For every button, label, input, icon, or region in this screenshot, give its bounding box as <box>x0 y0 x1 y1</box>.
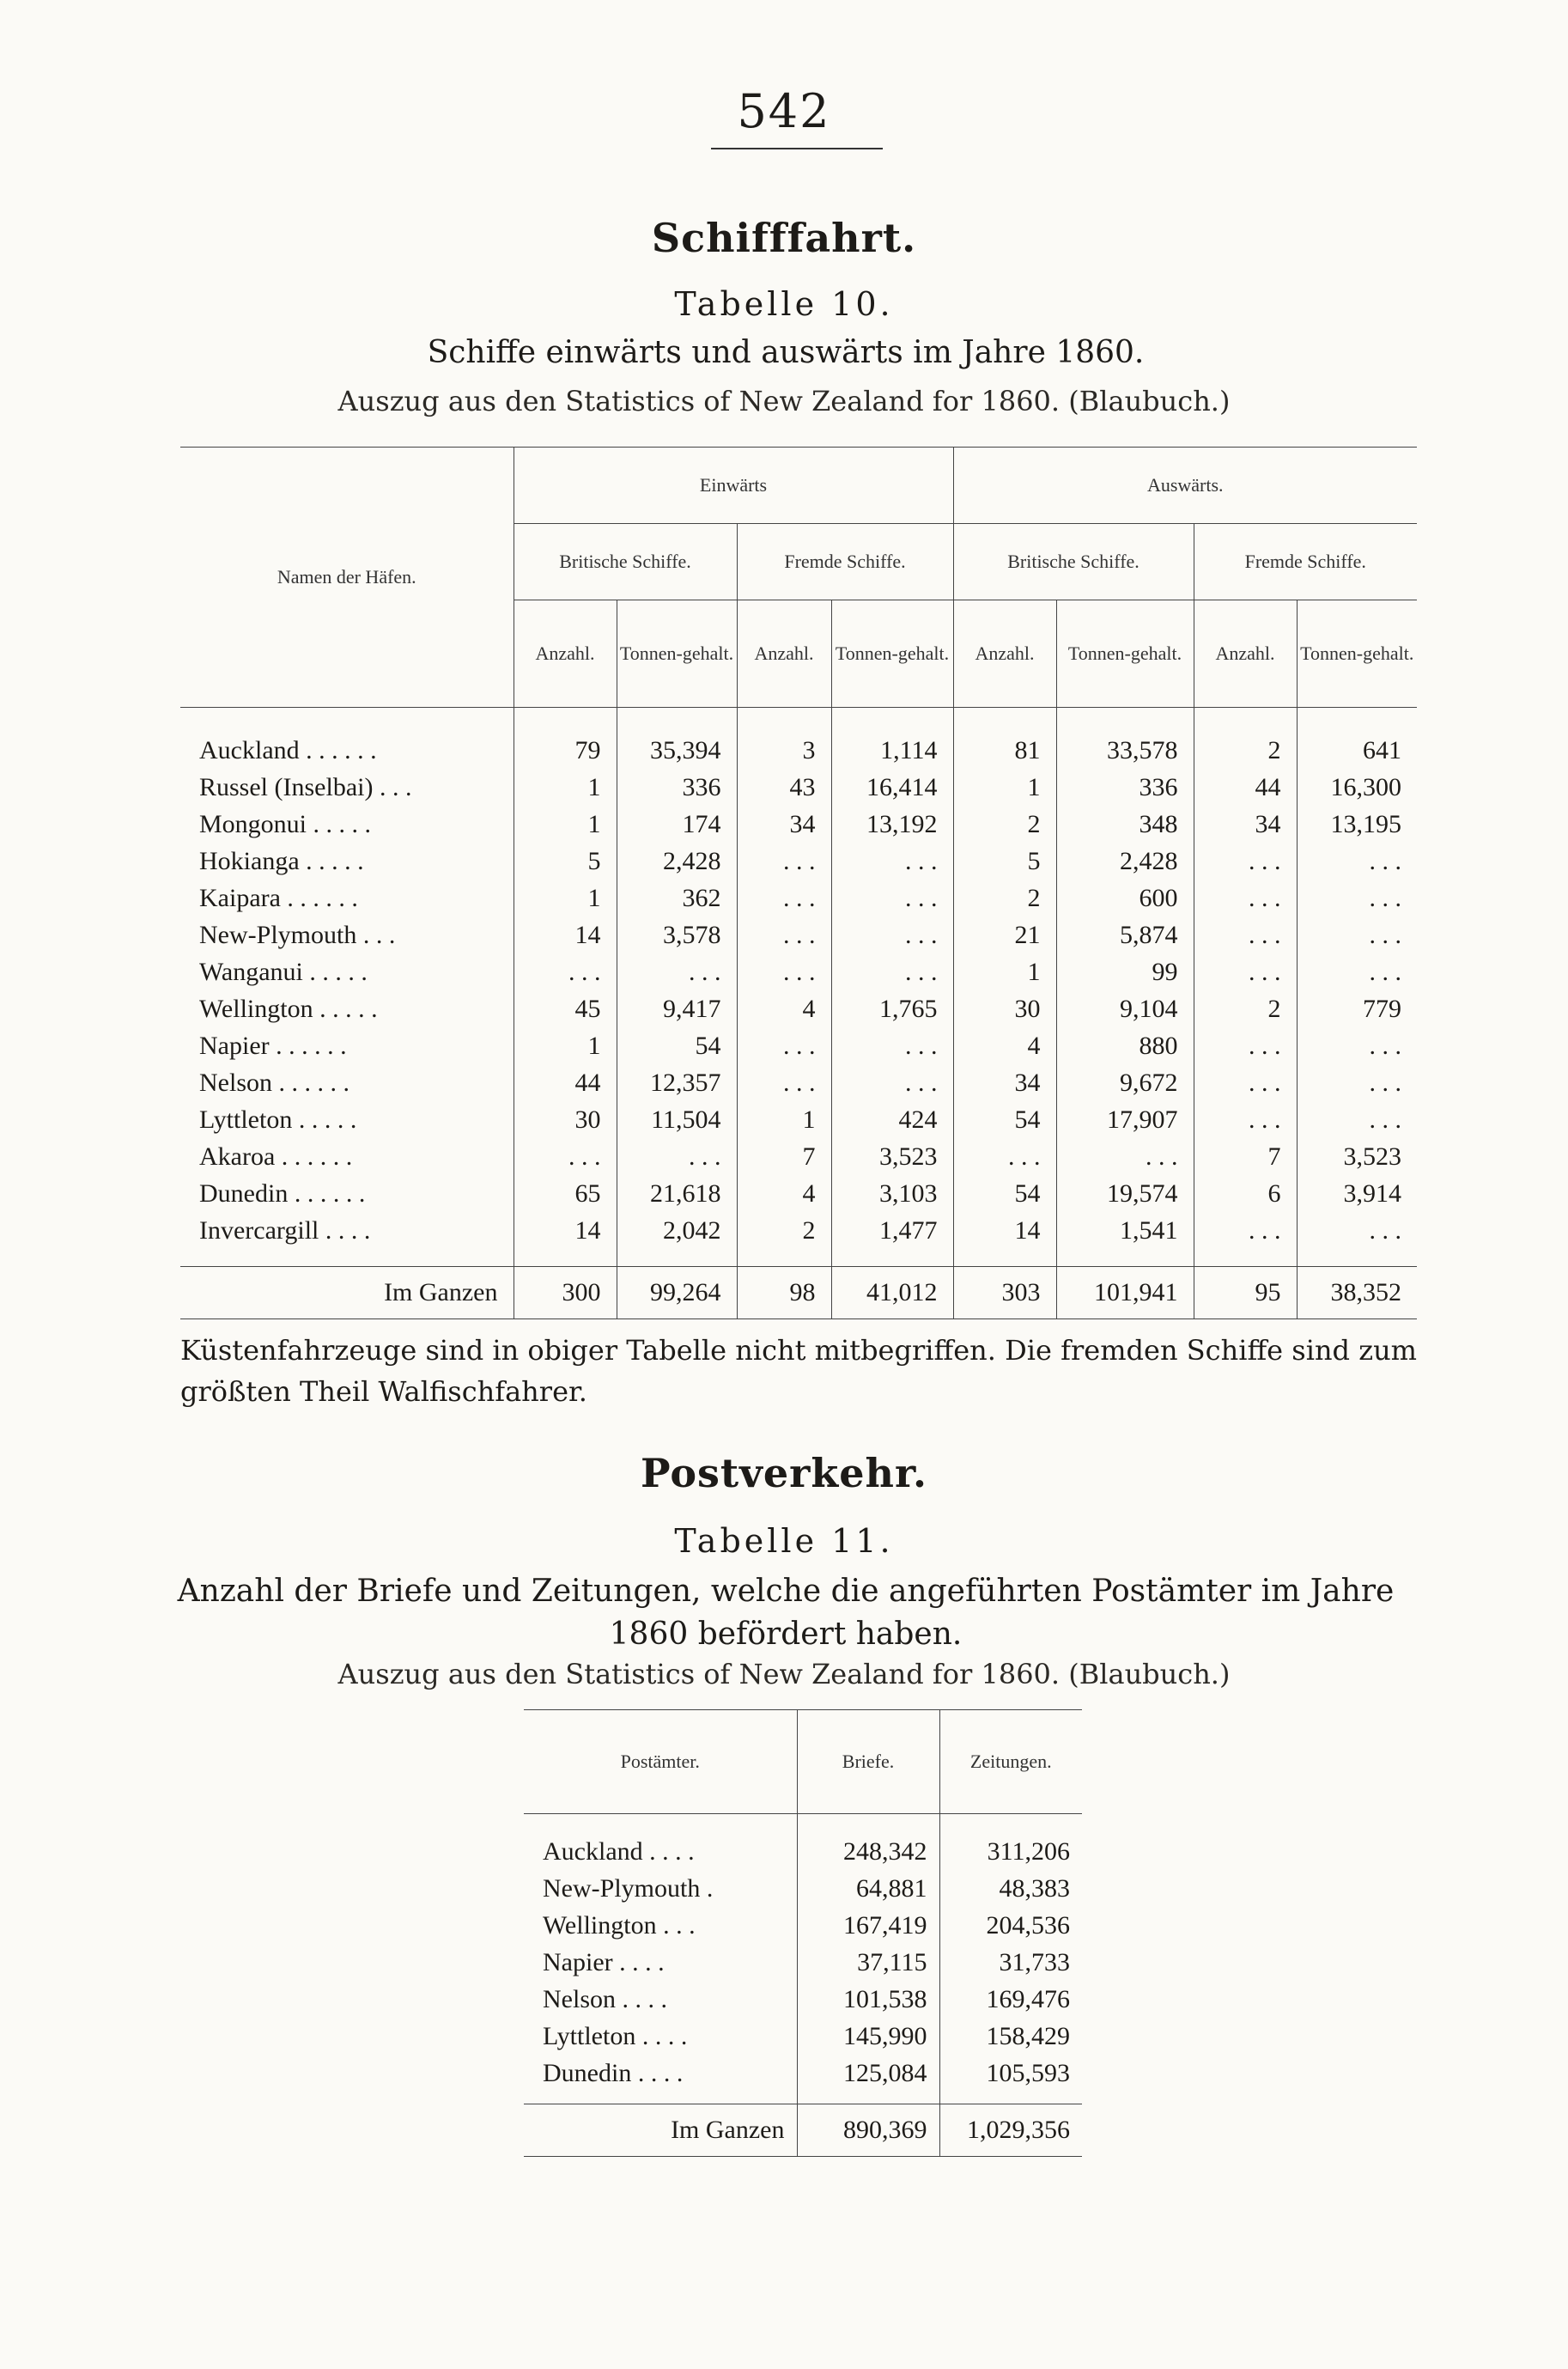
table-cell: 3,914 <box>1297 1175 1417 1212</box>
table-cell: . . . <box>1297 917 1417 953</box>
table-cell: 34 <box>737 806 831 843</box>
section-heading-postal: Postverkehr. <box>640 1450 928 1496</box>
table-row <box>524 1907 1082 1944</box>
table-cell: 424 <box>831 1101 953 1138</box>
header-count: Anzahl. <box>737 600 831 708</box>
table-cell: 1 <box>737 1101 831 1138</box>
table-cell: 64,881 <box>797 1870 939 1907</box>
table-cell: 11,504 <box>617 1101 737 1138</box>
table-cell: 54 <box>953 1101 1056 1138</box>
table-cell: 174 <box>617 806 737 843</box>
table-row <box>180 843 1417 880</box>
office-name: New-Plymouth . <box>543 1873 714 1903</box>
port-name: Wellington . . . . . <box>199 994 378 1023</box>
table-cell: 336 <box>1056 769 1194 806</box>
table-row <box>180 1212 1417 1267</box>
header-outward-foreign: Fremde Schiffe. <box>1194 524 1417 600</box>
table-row <box>180 708 1417 770</box>
table-cell: . . . <box>737 953 831 990</box>
postal-table-body <box>524 1814 1082 2104</box>
table-cell: 9,672 <box>1056 1064 1194 1101</box>
table-cell: 1 <box>953 953 1056 990</box>
port-name: Nelson . . . . . . <box>199 1068 349 1097</box>
port-name: Russel (Inselbai) . . . <box>199 772 412 801</box>
table-cell: . . . <box>514 1138 617 1175</box>
table-cell: 3,103 <box>831 1175 953 1212</box>
table-cell: 2,428 <box>617 843 737 880</box>
header-outward-british: Britische Schiffe. <box>953 524 1194 600</box>
header-tonnage: Tonnen-gehalt. <box>831 600 953 708</box>
table-cell: . . . <box>514 953 617 990</box>
page-number-rule <box>711 148 883 149</box>
table-row <box>524 1981 1082 2018</box>
table-row <box>180 1101 1417 1138</box>
table-cell: 48,383 <box>939 1870 1082 1907</box>
table-11-label: Tabelle 11. <box>674 1522 894 1560</box>
table-cell: 2 <box>737 1212 831 1267</box>
table-cell: . . . <box>617 953 737 990</box>
office-name: Nelson . . . . <box>543 1984 667 2013</box>
port-name: Invercargill . . . . <box>199 1215 371 1245</box>
table-cell: 348 <box>1056 806 1194 843</box>
total-cell: 1,029,356 <box>939 2104 1082 2157</box>
office-name: Wellington . . . <box>543 1910 696 1940</box>
port-name: Dunedin . . . . . . <box>199 1178 366 1208</box>
table-cell: 81 <box>953 708 1056 770</box>
table-cell: . . . <box>1194 1212 1297 1267</box>
table-row <box>524 2018 1082 2055</box>
total-cell: 95 <box>1194 1267 1297 1319</box>
table-cell: . . . <box>1297 1101 1417 1138</box>
table-cell: 65 <box>514 1175 617 1212</box>
page-number: 542 <box>737 84 831 138</box>
table-cell: 3,578 <box>617 917 737 953</box>
table-cell: 16,414 <box>831 769 953 806</box>
table-row <box>524 1870 1082 1907</box>
table-cell: 30 <box>514 1101 617 1138</box>
table-cell: 169,476 <box>939 1981 1082 2018</box>
table-cell: 12,357 <box>617 1064 737 1101</box>
table-row <box>524 2055 1082 2104</box>
table-cell: 37,115 <box>797 1944 939 1981</box>
table-cell: . . . <box>1194 1027 1297 1064</box>
postal-table <box>524 1709 1082 2157</box>
header-count: Anzahl. <box>514 600 617 708</box>
table-row <box>180 880 1417 917</box>
total-cell: 99,264 <box>617 1267 737 1319</box>
office-name: Lyttleton . . . . <box>543 2021 688 2050</box>
port-name: New-Plymouth . . . <box>199 920 396 949</box>
total-cell: 38,352 <box>1297 1267 1417 1319</box>
table-cell: 105,593 <box>939 2055 1082 2104</box>
table-cell: 5 <box>953 843 1056 880</box>
table-cell: 125,084 <box>797 2055 939 2104</box>
table-cell: 1 <box>514 806 617 843</box>
table-cell: 2 <box>953 880 1056 917</box>
table-row <box>180 806 1417 843</box>
table-cell: 33,578 <box>1056 708 1194 770</box>
table-cell: 9,104 <box>1056 990 1194 1027</box>
table-11-source: Auszug aus den Statistics of New Zealand for 1860. (Blaubuch.) <box>337 1658 1231 1690</box>
table-row <box>180 1138 1417 1175</box>
header-tonnage: Tonnen-gehalt. <box>617 600 737 708</box>
table-cell: 34 <box>953 1064 1056 1101</box>
table-cell: 19,574 <box>1056 1175 1194 1212</box>
table-row <box>180 1027 1417 1064</box>
total-cell: 98 <box>737 1267 831 1319</box>
table-cell: 336 <box>617 769 737 806</box>
table-cell: 362 <box>617 880 737 917</box>
port-name: Mongonui . . . . . <box>199 809 372 838</box>
table-cell: 30 <box>953 990 1056 1027</box>
table-cell: 779 <box>1297 990 1417 1027</box>
port-name: Kaipara . . . . . . <box>199 883 358 912</box>
table-cell: 3 <box>737 708 831 770</box>
table-cell: . . . <box>831 917 953 953</box>
table-cell: . . . <box>1194 880 1297 917</box>
table-cell: 600 <box>1056 880 1194 917</box>
table-cell: 1 <box>514 769 617 806</box>
table-cell: 248,342 <box>797 1814 939 1871</box>
shipping-total-row <box>180 1267 1417 1319</box>
table-cell: 880 <box>1056 1027 1194 1064</box>
table-cell: . . . <box>617 1138 737 1175</box>
table-cell: . . . <box>737 917 831 953</box>
table-cell: 14 <box>514 1212 617 1267</box>
table-cell: 3,523 <box>831 1138 953 1175</box>
table-cell: . . . <box>1194 1064 1297 1101</box>
table-cell: 7 <box>1194 1138 1297 1175</box>
table-cell: 4 <box>953 1027 1056 1064</box>
table-cell: . . . <box>1194 917 1297 953</box>
table-cell: 2 <box>953 806 1056 843</box>
shipping-footnote: Küstenfahrzeuge sind in obiger Tabelle nicht mitbegriffen. Die fremden Schiffe sind zum größten Theil Walfischfahrer. <box>180 1334 1418 1408</box>
table-cell: . . . <box>1194 843 1297 880</box>
header-inward: Einwärts <box>514 448 953 524</box>
total-cell: 41,012 <box>831 1267 953 1319</box>
table-row <box>180 1064 1417 1101</box>
table-row <box>180 769 1417 806</box>
table-cell: 641 <box>1297 708 1417 770</box>
table-cell: . . . <box>831 880 953 917</box>
table-10-source: Auszug aus den Statistics of New Zealand for 1860. (Blaubuch.) <box>337 385 1231 417</box>
header-inward-foreign: Fremde Schiffe. <box>737 524 953 600</box>
table-cell: . . . <box>737 1027 831 1064</box>
table-cell: 99 <box>1056 953 1194 990</box>
total-cell: 890,369 <box>797 2104 939 2157</box>
port-name: Napier . . . . . . <box>199 1031 347 1060</box>
table-cell: 21,618 <box>617 1175 737 1212</box>
table-cell: 101,538 <box>797 1981 939 2018</box>
table-cell: 44 <box>514 1064 617 1101</box>
office-name: Dunedin . . . . <box>543 2058 684 2087</box>
table-cell: 44 <box>1194 769 1297 806</box>
table-cell: 2,042 <box>617 1212 737 1267</box>
header-letters: Briefe. <box>797 1710 939 1814</box>
table-cell: 5 <box>514 843 617 880</box>
table-cell: 13,195 <box>1297 806 1417 843</box>
total-label: Im Ganzen <box>524 2104 797 2157</box>
header-port-names: Namen der Häfen. <box>180 448 514 708</box>
table-cell: 311,206 <box>939 1814 1082 1871</box>
table-cell: 43 <box>737 769 831 806</box>
office-name: Auckland . . . . <box>543 1836 695 1866</box>
header-count: Anzahl. <box>953 600 1056 708</box>
table-cell: . . . <box>1297 1027 1417 1064</box>
table-cell: 2,428 <box>1056 843 1194 880</box>
table-cell: 2 <box>1194 990 1297 1027</box>
port-name: Akaroa . . . . . . <box>199 1142 353 1171</box>
shipping-table <box>180 447 1417 1319</box>
table-cell: 45 <box>514 990 617 1027</box>
table-cell: 4 <box>737 990 831 1027</box>
table-cell: 1 <box>953 769 1056 806</box>
table-cell: . . . <box>831 843 953 880</box>
table-cell: 167,419 <box>797 1907 939 1944</box>
header-post-offices: Postämter. <box>524 1710 797 1814</box>
table-cell: 158,429 <box>939 2018 1082 2055</box>
table-cell: . . . <box>1194 1101 1297 1138</box>
header-outward: Auswärts. <box>953 448 1417 524</box>
header-newspapers: Zeitungen. <box>939 1710 1082 1814</box>
port-name: Auckland . . . . . . <box>199 735 377 764</box>
header-tonnage: Tonnen-gehalt. <box>1297 600 1417 708</box>
table-cell: 5,874 <box>1056 917 1194 953</box>
table-cell: . . . <box>1297 843 1417 880</box>
table-cell: 54 <box>617 1027 737 1064</box>
table-cell: . . . <box>737 1064 831 1101</box>
table-cell: 1 <box>514 1027 617 1064</box>
table-cell: 9,417 <box>617 990 737 1027</box>
table-cell: 54 <box>953 1175 1056 1212</box>
table-cell: 14 <box>514 917 617 953</box>
table-cell: 4 <box>737 1175 831 1212</box>
table-row <box>524 1944 1082 1981</box>
port-name: Hokianga . . . . . <box>199 846 364 875</box>
table-cell: 1,477 <box>831 1212 953 1267</box>
table-cell: . . . <box>831 1064 953 1101</box>
header-tonnage: Tonnen-gehalt. <box>1056 600 1194 708</box>
shipping-table-body <box>180 708 1417 1267</box>
table-cell: . . . <box>1194 953 1297 990</box>
table-cell: 34 <box>1194 806 1297 843</box>
table-cell: 1 <box>514 880 617 917</box>
table-cell: 7 <box>737 1138 831 1175</box>
table-cell: . . . <box>737 843 831 880</box>
table-11-caption: Anzahl der Briefe und Zeitungen, welche die angeführten Postämter im Jahre 1860 befördert haben. <box>177 1574 1395 1652</box>
table-cell: . . . <box>1297 1064 1417 1101</box>
table-cell: 21 <box>953 917 1056 953</box>
table-row <box>180 1175 1417 1212</box>
total-label: Im Ganzen <box>180 1267 514 1319</box>
table-10-label: Tabelle 10. <box>674 285 894 323</box>
table-cell: . . . <box>1056 1138 1194 1175</box>
table-cell: . . . <box>831 1027 953 1064</box>
table-cell: 16,300 <box>1297 769 1417 806</box>
table-cell: 2 <box>1194 708 1297 770</box>
table-cell: 35,394 <box>617 708 737 770</box>
table-cell: 1,541 <box>1056 1212 1194 1267</box>
table-cell: . . . <box>737 880 831 917</box>
table-row <box>524 1814 1082 1871</box>
header-inward-british: Britische Schiffe. <box>514 524 737 600</box>
port-name: Wanganui . . . . . <box>199 957 368 986</box>
table-row <box>180 953 1417 990</box>
table-cell: 31,733 <box>939 1944 1082 1981</box>
table-cell: . . . <box>1297 1212 1417 1267</box>
total-cell: 300 <box>514 1267 617 1319</box>
total-cell: 303 <box>953 1267 1056 1319</box>
total-cell: 101,941 <box>1056 1267 1194 1319</box>
table-cell: . . . <box>831 953 953 990</box>
table-cell: . . . <box>1297 880 1417 917</box>
postal-total-row <box>524 2104 1082 2157</box>
table-cell: 17,907 <box>1056 1101 1194 1138</box>
table-cell: 13,192 <box>831 806 953 843</box>
table-cell: 204,536 <box>939 1907 1082 1944</box>
table-cell: 14 <box>953 1212 1056 1267</box>
table-cell: . . . <box>953 1138 1056 1175</box>
port-name: Lyttleton . . . . . <box>199 1105 357 1134</box>
table-cell: 6 <box>1194 1175 1297 1212</box>
table-cell: 145,990 <box>797 2018 939 2055</box>
table-cell: 3,523 <box>1297 1138 1417 1175</box>
table-cell: 1,114 <box>831 708 953 770</box>
table-10-caption: Schiffe einwärts und auswärts im Jahre 1860. <box>427 335 1145 370</box>
table-row <box>180 990 1417 1027</box>
table-cell: 1,765 <box>831 990 953 1027</box>
table-row <box>180 917 1417 953</box>
section-heading-shipping: Schifffahrt. <box>651 215 917 261</box>
header-count: Anzahl. <box>1194 600 1297 708</box>
table-cell: . . . <box>1297 953 1417 990</box>
table-cell: 79 <box>514 708 617 770</box>
office-name: Napier . . . . <box>543 1947 665 1976</box>
